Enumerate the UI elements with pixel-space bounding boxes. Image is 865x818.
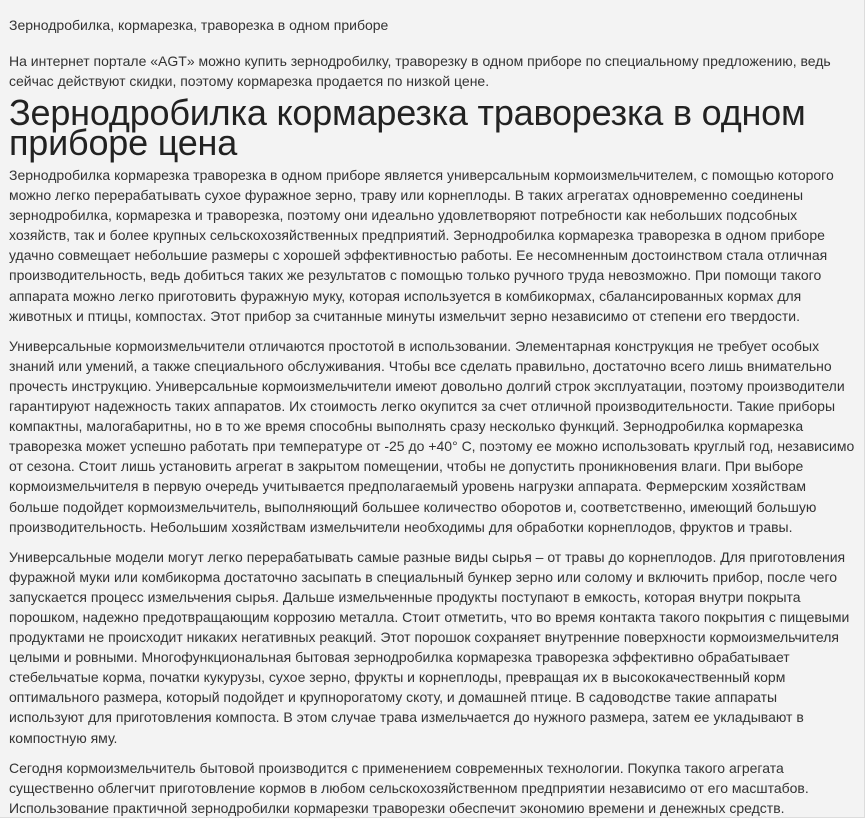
body-paragraph-2: Универсальные кормоизмельчители отличаются простотой в использовании. Элементарная конструкция не требует особых знаний или умений, а также специального обслуживания. Чтобы все сделать правильно, достаточно всего лишь внимательно прочесть инструкцию. Универсальные кормоизмельчители имеют довольно долгий строк эксплуатации, поэтому производители гарантируют надежность таких аппаратов. Их стоимость легко окупится за счет отличной производительности. Такие приборы компактны, малогабаритны, но в то же время способны выполнять сразу несколько функций. Зернодробилка кормарезка траворезка может успешно работать при температуре от -25 до +40° С, поэтому ее можно использовать круглый год, независимо от сезона. Стоит лишь установить агрегат в закрытом помещении, чтобы не допустить проникновения влаги. При выборе кормоизмельчителя в первую очередь учитывается предполагаемый уровень нагрузки аппарата. Фермерским хозяйствам больше подойдет кормоизмельчитель, выполняющий большее количество оборотов и, соответственно, имеющий большую производительность. Небольшим хозяйствам измельчители необходимы для обработки корнеплодов, фруктов и травы. xyxy=(9,337,855,535)
main-heading: Зернодробилка кормарезка траворезка в одном приборе цена xyxy=(9,92,806,163)
page-title: Зернодробилка, кормарезка, траворезка в одном приборе xyxy=(9,17,389,33)
intro-paragraph: На интернет портале «AGT» можно купить зернодробилку, траворезку в одном приборе по специальному предложению, ведь сейчас действуют скидки, поэтому кормарезка продается по низкой цене. xyxy=(9,53,831,89)
body-paragraph-1: Зернодробилка кормарезка траворезка в одном приборе является универсальным кормоизмельчителем, с помощью которого можно легко перерабатывать сухое фуражное зерно, траву или корнеплоды. В таких агрегатах одновременно соединены зернодробилка, кормарезка и траворезка, поэтому они идеально удовлетворяют потребности как небольших подсобных хозяйств, так и более крупных сельскохозяйственных предприятий. Зернодробилка кормарезка траворезка в одном приборе удачно совмещает небольшие размеры с хорошей эффективностью работы. Ее несомненным достоинством стала отличная производительность, ведь добиться таких же результатов с помощью только ручного труда невозможно. При помощи такого аппарата можно легко приготовить фуражную муку, которая используется в комбикормах, сбалансированных кормах для животных и птицы, компостах. Этот прибор за считанные минуты измельчит зерно независимо от степени его твердости. xyxy=(9,167,834,324)
body-paragraph-4: Сегодня кормоизмельчитель бытовой производится с применением современных технологии. Покупка такого агрегата существенно облегчит приготовление кормов в любом сельскохозяйственном предприятии независимо от его масштабов. Использование практичной зернодробилки кормарезки траворезки обеспечит экономию времени и денежных средств. xyxy=(9,759,809,816)
body-paragraph-3: Универсальные модели могут легко перерабатывать самые разные виды сырья – от травы до корнеплодов. Для приготовления фуражной муки или комбикорма достаточно засыпать в специальный бункер зерно или солому и включить прибор, после чего запускается процесс измельчения сырья. Дальше измельченные продукты поступают в емкость, которая внутри покрыта порошком, надежно предотвращающим коррозию металла. Стоит отметить, что во время контакта такого покрытия с пищевыми продуктами не происходит никаких негативных реакций. Этот порошок сохраняет внутренние поверхности кормоизмельчителя целыми и ровными. Многофункциональная бытовая зернодробилка кормарезка траворезка эффективно обрабатывает стебельчатые корма, початки кукурузы, сухое зерно, фрукты и корнеплоды, превращая их в высококачественный корм оптимального размера, который подойдет и крупнорогатому скоту, и домашней птице. В садоводстве такие аппараты используют для приготовления компоста. В этом случае трава измельчается до нужного размера, затем ее укладывают в компостную яму. xyxy=(9,548,850,746)
